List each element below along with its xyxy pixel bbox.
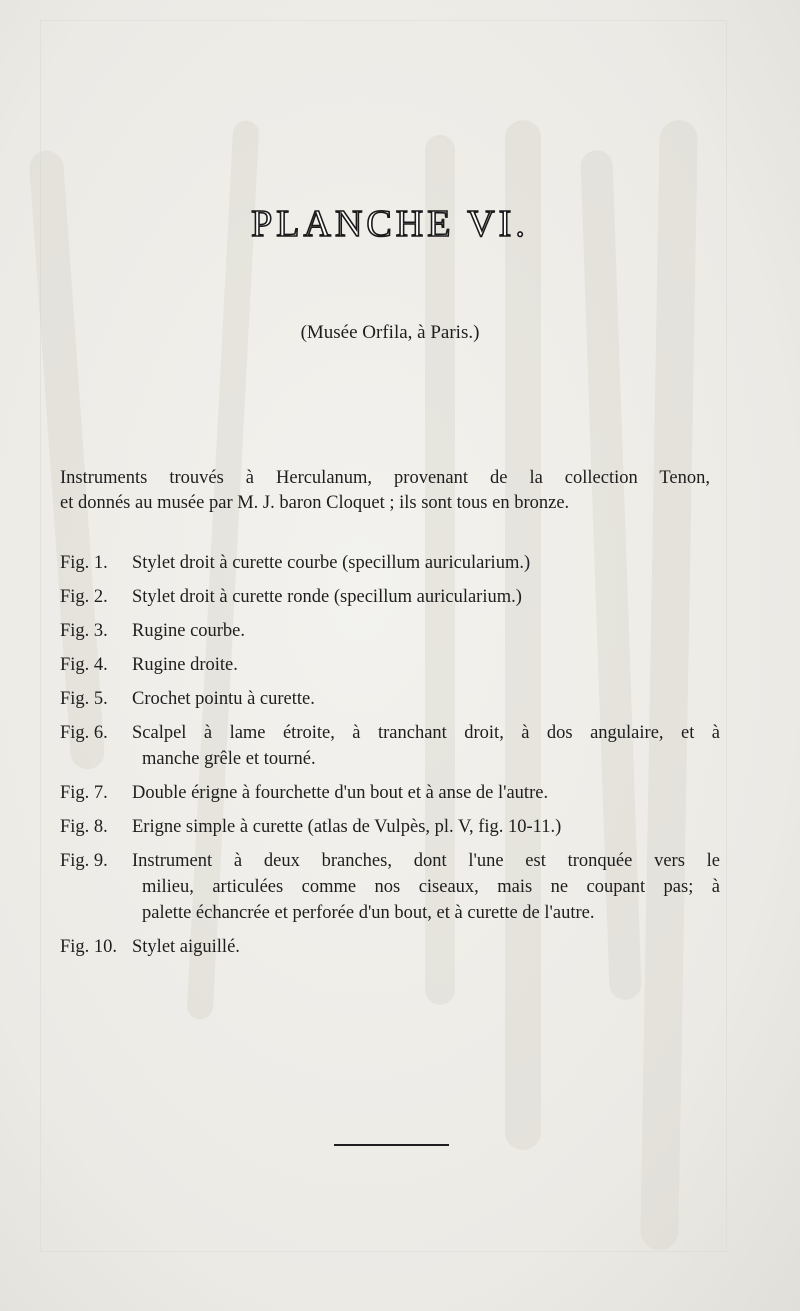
figure-label: Fig. 9. <box>60 851 108 871</box>
figure-item <box>60 814 720 840</box>
figure-list <box>60 550 720 968</box>
intro-line: Instruments trouvés à Herculanum, provenant de la collection Tenon, <box>60 468 710 488</box>
figure-label: Fig. 2. <box>60 587 108 607</box>
figure-label: Fig. 4. <box>60 655 108 675</box>
intro-paragraph <box>60 466 710 516</box>
figure-label: Fig. 6. <box>60 723 108 743</box>
figure-text: Scalpel à lame étroite, à tranchant droit, à dos angulaire, et à <box>132 723 720 743</box>
figure-text: Instrument à deux branches, dont l'une est tronquée vers le <box>132 851 720 871</box>
figure-item <box>60 584 720 610</box>
figure-text: Rugine courbe. <box>132 621 246 641</box>
figure-item <box>60 848 720 926</box>
figure-item <box>60 652 720 678</box>
figure-label: Fig. 3. <box>60 621 108 641</box>
page-subtitle: (Musée Orfila, à Paris.) <box>300 322 480 343</box>
figure-item <box>60 934 720 960</box>
intro-line: et donnés au musée par M. J. baron Cloquet ; ils sont tous en bronze. <box>60 493 570 513</box>
figure-item <box>60 720 720 772</box>
figure-label: Fig. 5. <box>60 689 108 709</box>
figure-text: Stylet droit à curette ronde (specillum auricularium.) <box>132 587 522 607</box>
figure-label: Fig. 10. <box>60 937 118 957</box>
figure-label: Fig. 8. <box>60 817 108 837</box>
figure-item <box>60 686 720 712</box>
figure-text: Crochet pointu à curette. <box>132 689 315 709</box>
figure-text: Erigne simple à curette (atlas de Vulpès, pl. V, fig. 10-11.) <box>132 817 562 837</box>
figure-text: Double érigne à fourchette d'un bout et à anse de l'autre. <box>132 783 549 803</box>
figure-text: Stylet aiguillé. <box>132 937 240 957</box>
figure-text: palette échancrée et perforée d'un bout, et à curette de l'autre. <box>142 903 595 923</box>
figure-label: Fig. 1. <box>60 553 108 573</box>
page-title: PLANCHE VI. <box>251 203 529 245</box>
figure-text: manche grêle et tourné. <box>142 749 316 769</box>
end-rule <box>334 1144 449 1146</box>
figure-text: milieu, articulées comme nos ciseaux, mais ne coupant pas; à <box>142 877 720 897</box>
figure-item <box>60 780 720 806</box>
figure-label: Fig. 7. <box>60 783 108 803</box>
figure-text: Stylet droit à curette courbe (specillum auricularium.) <box>132 553 531 573</box>
figure-item <box>60 550 720 576</box>
figure-text: Rugine droite. <box>132 655 238 675</box>
figure-item <box>60 618 720 644</box>
